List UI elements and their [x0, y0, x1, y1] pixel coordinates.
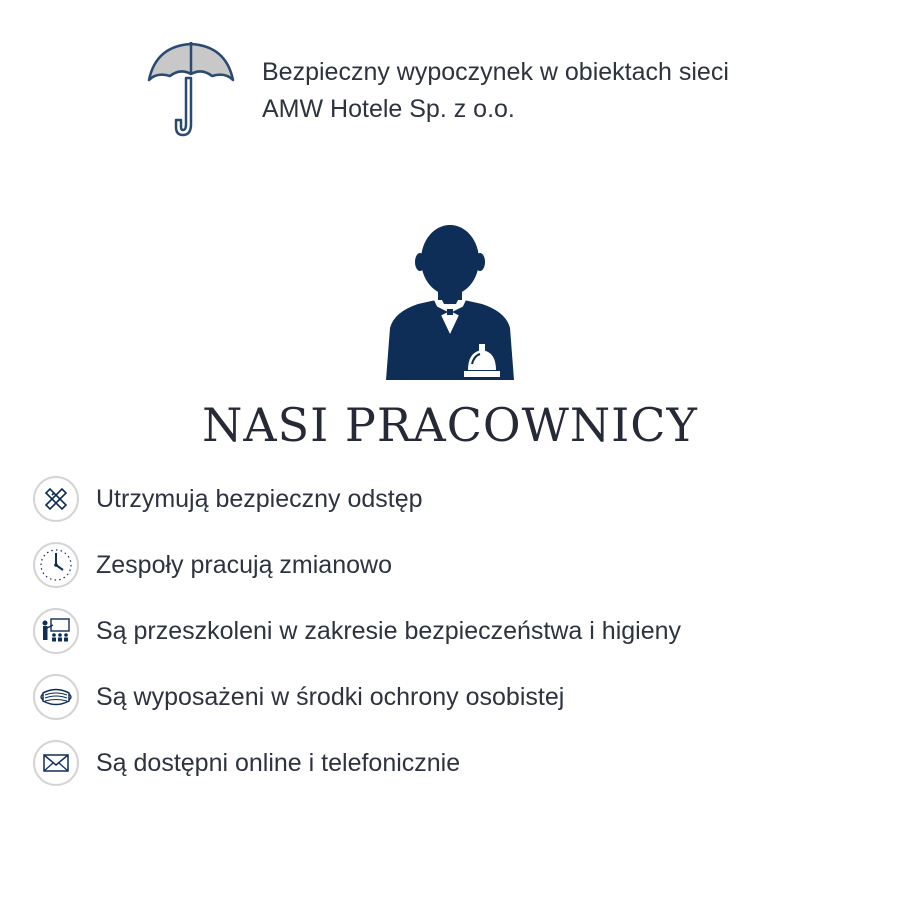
list-item — [32, 739, 872, 787]
list-item-label: Zespoły pracują zmianowo — [96, 551, 392, 579]
list-item-label: Są wyposażeni w środki ochrony osobistej — [96, 683, 565, 711]
envelope-icon — [32, 739, 80, 787]
clock-icon — [32, 541, 80, 589]
list-item — [32, 607, 872, 655]
umbrella-icon — [146, 40, 236, 140]
header — [146, 40, 786, 140]
list-item — [32, 475, 872, 523]
header-text — [262, 54, 729, 128]
receptionist-icon — [384, 220, 516, 382]
mask-icon — [32, 673, 80, 721]
header-line-2: AMW Hotele Sp. z o.o. — [262, 95, 515, 123]
header-line-1: Bezpieczny wypoczynek w obiektach sieci — [262, 58, 729, 86]
list-item-label: Są przeszkoleni w zakresie bezpieczeństwa i higieny — [96, 617, 682, 645]
list-item — [32, 541, 872, 589]
list-item-label: Są dostępni online i telefonicznie — [96, 749, 461, 777]
training-icon — [32, 607, 80, 655]
distance-icon — [32, 475, 80, 523]
list-item-label: Utrzymują bezpieczny odstęp — [96, 485, 423, 513]
page-title: NASI PRACOWNICY — [202, 398, 698, 452]
list-item — [32, 673, 872, 721]
